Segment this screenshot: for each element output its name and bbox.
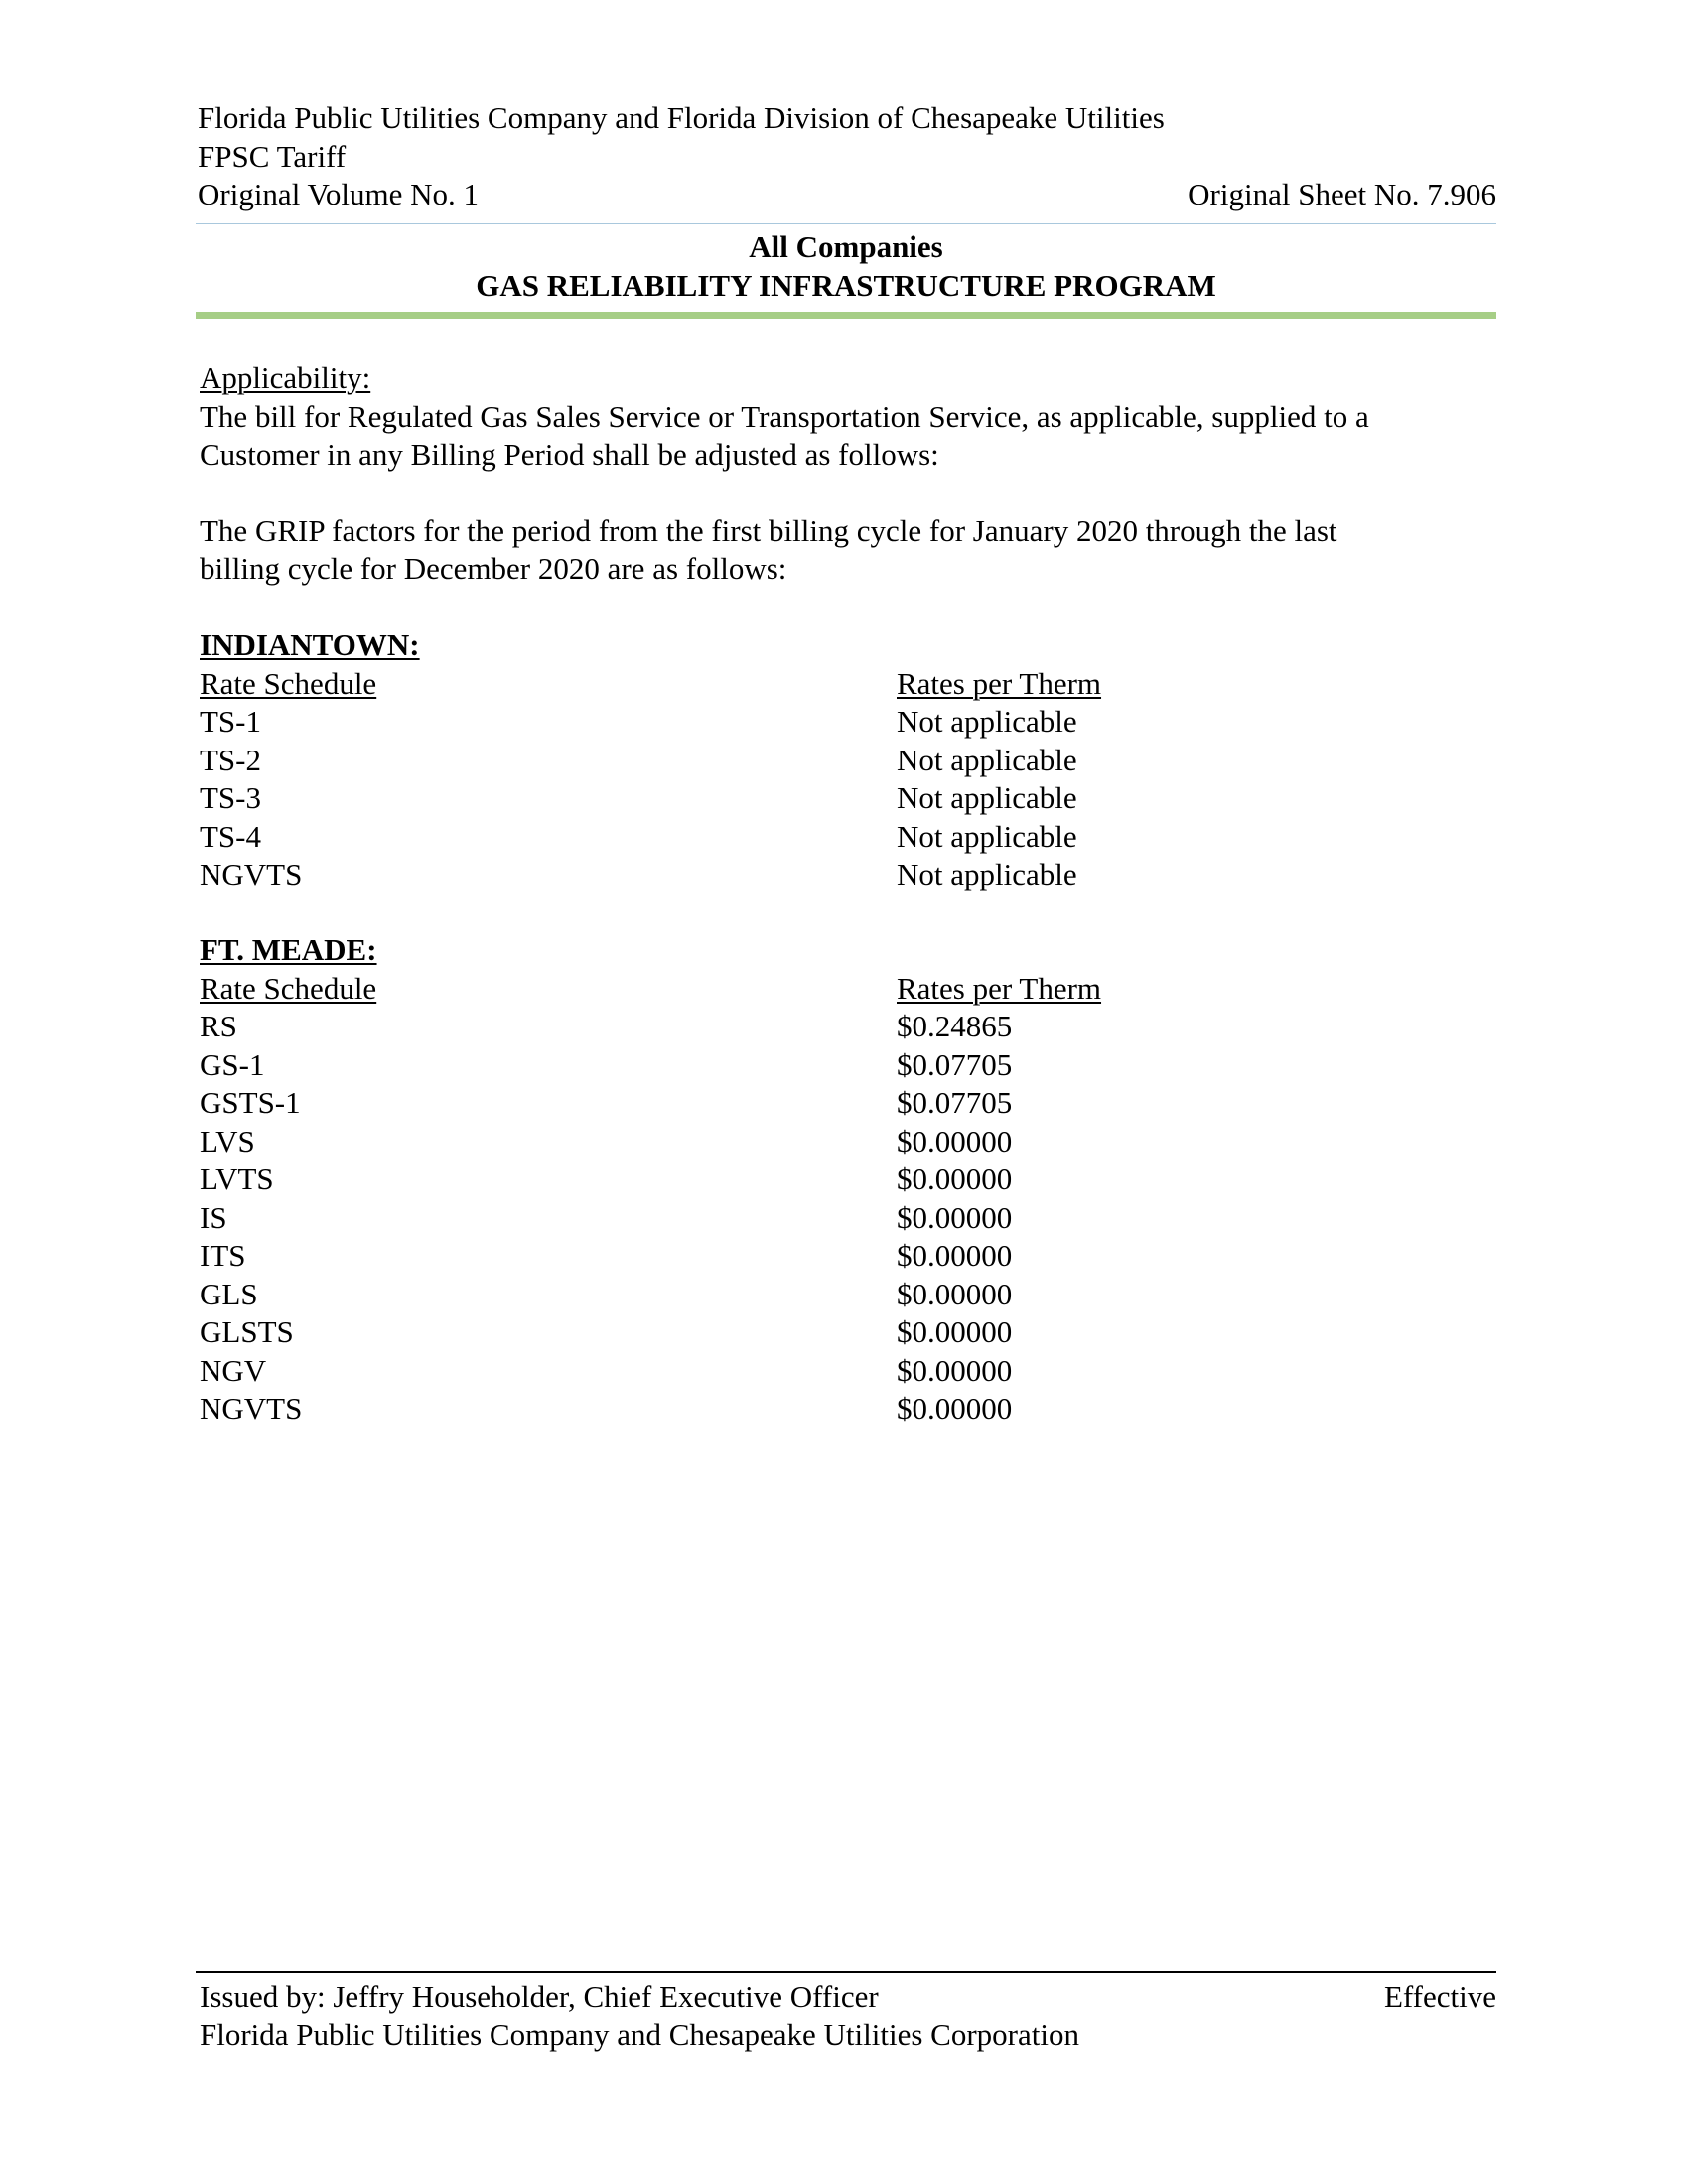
rate-schedule-code: GLSTS: [200, 1314, 294, 1349]
rate-per-therm: $0.00000: [897, 1352, 1013, 1388]
rate-schedule-code: TS-3: [200, 780, 261, 815]
grip-text-line-1: The GRIP factors for the period from the first billing cycle for January 2020 through the last: [200, 513, 1337, 548]
rate-row: [0, 703, 1688, 742]
title-rule: [196, 312, 1496, 319]
header-company-line: Florida Public Utilities Company and Florida Division of Chesapeake Utilities: [198, 100, 1165, 135]
rate-row: [0, 742, 1688, 780]
footer-companies: Florida Public Utilities Company and Chesapeake Utilities Corporation: [200, 2017, 1079, 2052]
rate-row: [0, 779, 1688, 818]
rate-per-therm: $0.00000: [897, 1391, 1013, 1426]
rate-per-therm: $0.07705: [897, 1046, 1013, 1082]
rate-schedule-code: TS-1: [200, 704, 261, 739]
rate-per-therm: $0.00000: [897, 1276, 1013, 1311]
footer-effective: Effective: [1383, 1979, 1496, 2014]
ft-meade-col-schedule: Rate Schedule: [200, 971, 377, 1006]
applicability-text-line-1: The bill for Regulated Gas Sales Service or Transportation Service, as applicable, supplied to a: [200, 399, 1369, 434]
rate-per-therm: Not applicable: [897, 780, 1077, 815]
header-divider: [196, 223, 1496, 224]
section-title: GAS RELIABILITY INFRASTRUCTURE PROGRAM: [476, 268, 1216, 303]
rate-schedule-code: TS-2: [200, 742, 261, 777]
rate-per-therm: Not applicable: [897, 857, 1077, 891]
rate-schedule-code: NGVTS: [200, 1391, 303, 1426]
rate-per-therm: $0.00000: [897, 1314, 1013, 1349]
rate-schedule-code: NGV: [200, 1352, 267, 1388]
rate-row: [0, 1160, 1688, 1199]
rate-per-therm: $0.00000: [897, 1161, 1013, 1196]
footer-divider: [196, 1971, 1496, 1973]
rate-row: [0, 1352, 1688, 1391]
rate-schedule-code: TS-4: [200, 818, 261, 854]
rate-schedule-code: IS: [200, 1199, 227, 1235]
rate-per-therm: $0.00000: [897, 1199, 1013, 1235]
footer-issued-by: Issued by: Jeffry Householder, Chief Executive Officer: [200, 1979, 879, 2014]
rate-row: [0, 1008, 1688, 1046]
rate-row: [0, 856, 1688, 894]
header-tariff: FPSC Tariff: [198, 139, 347, 174]
applicability-heading: Applicability:: [200, 360, 371, 395]
rate-row: [0, 1084, 1688, 1123]
header-sheet-number: Original Sheet No. 7.906: [1188, 177, 1496, 211]
rate-row: [0, 818, 1688, 857]
header-volume: Original Volume No. 1: [198, 177, 480, 211]
rate-schedule-code: GSTS-1: [200, 1085, 301, 1120]
rate-per-therm: Not applicable: [897, 818, 1077, 854]
rate-row: [0, 1390, 1688, 1429]
rate-per-therm: $0.00000: [897, 1123, 1013, 1159]
indiantown-col-rate: Rates per Therm: [897, 666, 1102, 701]
rate-schedule-code: LVS: [200, 1123, 255, 1159]
rate-row: [0, 1237, 1688, 1276]
rate-row: [0, 1123, 1688, 1161]
rate-schedule-code: GS-1: [200, 1046, 265, 1082]
rate-schedule-code: RS: [200, 1009, 237, 1043]
rate-schedule-code: GLS: [200, 1276, 258, 1311]
rate-schedule-code: LVTS: [200, 1161, 274, 1196]
rate-row: [0, 1199, 1688, 1238]
rate-per-therm: Not applicable: [897, 704, 1077, 739]
ft-meade-col-rate: Rates per Therm: [897, 971, 1102, 1006]
grip-text-line-2: billing cycle for December 2020 are as follows:: [200, 551, 787, 586]
rate-row: [0, 1046, 1688, 1085]
rate-row: [0, 1313, 1688, 1352]
rate-per-therm: $0.07705: [897, 1085, 1013, 1120]
rate-schedule-code: ITS: [200, 1238, 246, 1273]
indiantown-col-schedule: Rate Schedule: [200, 666, 377, 701]
rate-per-therm: $0.00000: [897, 1238, 1013, 1273]
rate-per-therm: $0.24865: [897, 1009, 1013, 1043]
rate-row: [0, 1276, 1688, 1314]
applicability-text-line-2: Customer in any Billing Period shall be adjusted as follows:: [200, 437, 939, 472]
rate-per-therm: Not applicable: [897, 742, 1077, 777]
ft-meade-heading: FT. MEADE:: [200, 932, 377, 967]
indiantown-heading: INDIANTOWN:: [200, 627, 420, 662]
rate-schedule-code: NGVTS: [200, 857, 303, 891]
section-company: All Companies: [749, 229, 943, 264]
